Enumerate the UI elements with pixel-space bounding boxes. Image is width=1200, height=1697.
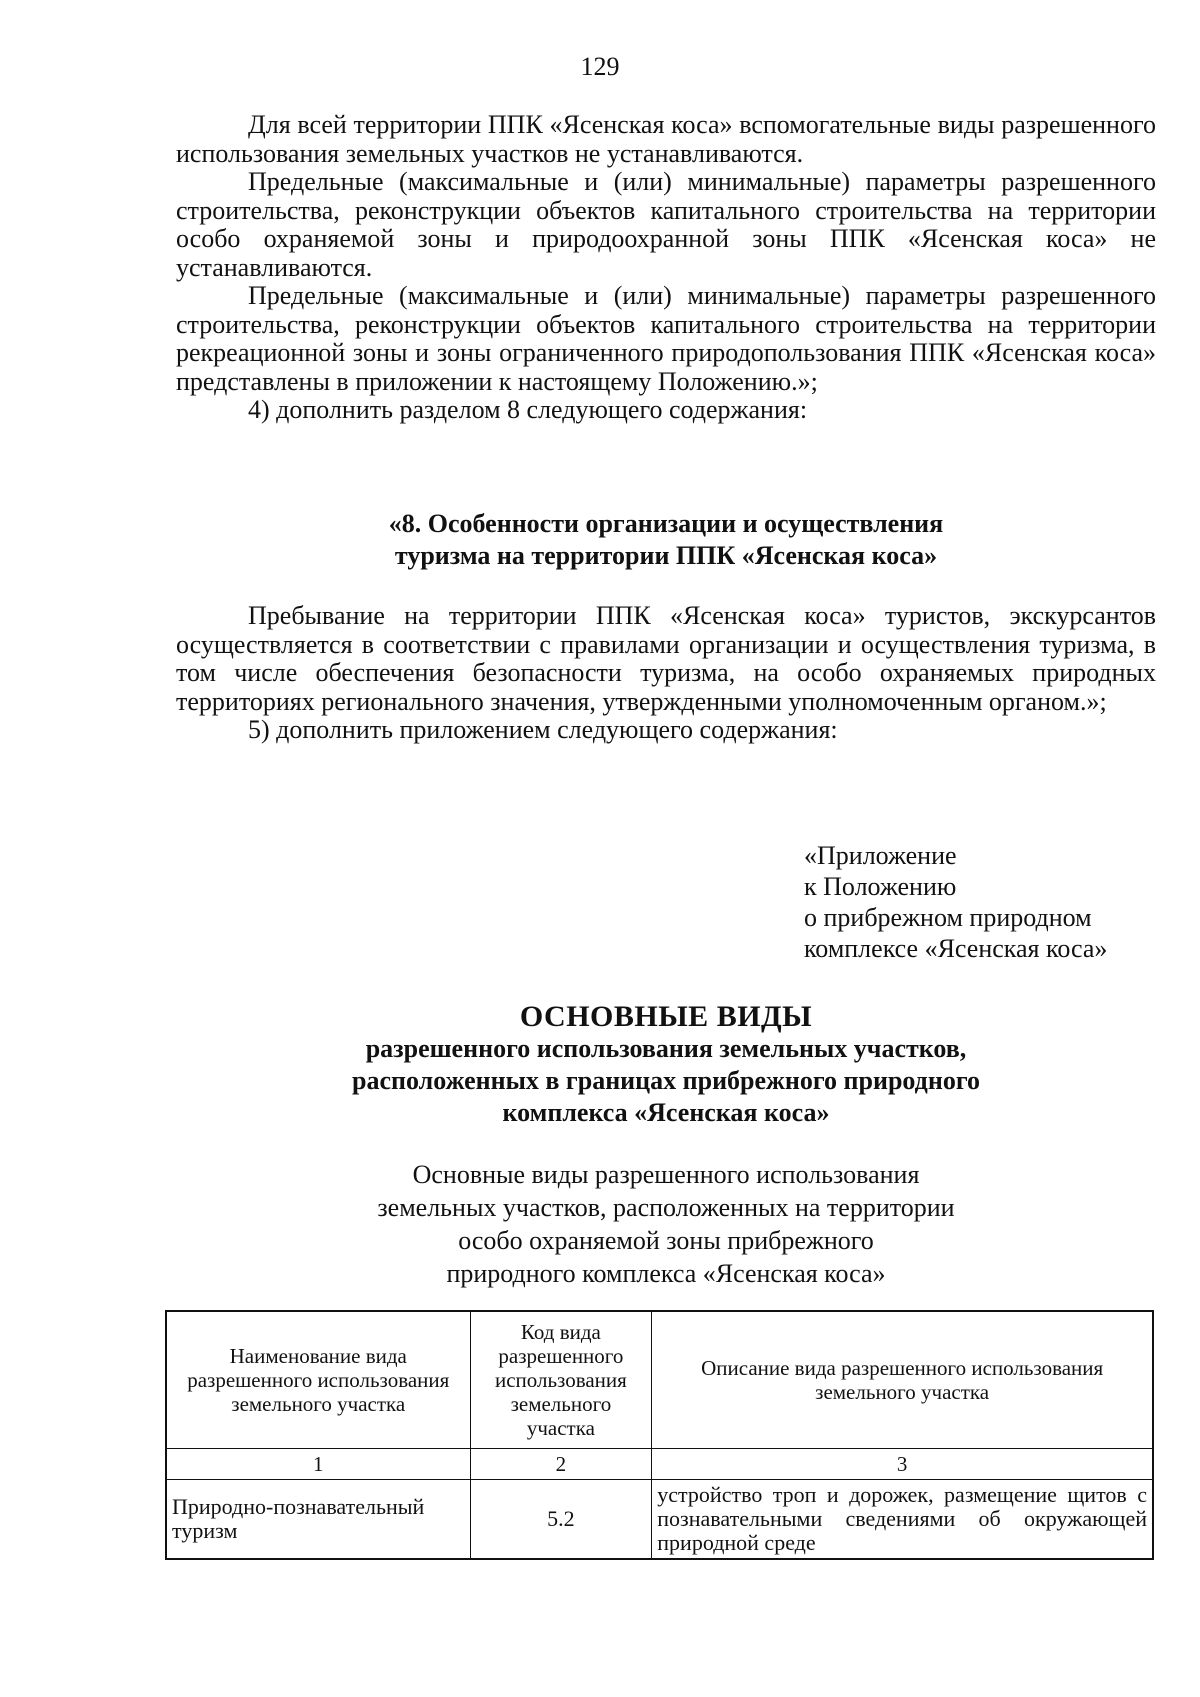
paragraph-amend-appendix: 5) дополнить приложением следующего содержания: bbox=[248, 715, 838, 744]
section-heading-line-1: «8. Особенности организации и осуществления bbox=[388, 509, 944, 538]
caption-line-2: земельных участков, расположенных на территории bbox=[377, 1193, 955, 1222]
paragraph-tourism-rules: Пребывание на территории ППК «Ясенская коса» туристов, экскурсантов осуществляется в соответствии с правилами организации и осуществления туризма, в том числе обеспечения безопасности туризма, на особо охраняемых природных территориях регионального значения, утвержденными уполномоченным органом.»; bbox=[176, 601, 1156, 716]
use-code-cell: 5.2 bbox=[470, 1479, 652, 1559]
column-number: 3 bbox=[652, 1448, 1153, 1479]
paragraph-amend-section-8: 4) дополнить разделом 8 следующего содержания: bbox=[248, 395, 808, 424]
caption-line-4: природного комплекса «Ясенская коса» bbox=[446, 1259, 886, 1288]
column-number-row bbox=[166, 1448, 1153, 1479]
paragraphs-top bbox=[176, 111, 1156, 425]
header-code: Код вида разрешенного использования земельного участка bbox=[470, 1311, 652, 1448]
main-title-line-1: ОСНОВНЫЕ ВИДЫ bbox=[519, 1000, 813, 1033]
paragraph-limits-recreational-zone: Предельные (максимальные и (или) минимальные) параметры разрешенного строительства, реконструкции объектов капитального строительства на территории рекреационной зоны и зоны ограниченного природопользования ППК «Ясенская коса» представлены в приложении к настоящему Положению.»; bbox=[176, 281, 1156, 396]
appendix-ref-line-3: о прибрежном природном bbox=[804, 903, 1092, 932]
header-name: Наименование вида разрешенного использования земельного участка bbox=[166, 1311, 470, 1448]
column-number: 2 bbox=[470, 1448, 652, 1479]
main-title-line-2: разрешенного использования земельных участков, bbox=[365, 1034, 967, 1063]
use-name-cell: Природно-познавательный туризм bbox=[166, 1479, 470, 1559]
paragraph-auxiliary-uses: Для всей территории ППК «Ясенская коса» вспомогательные виды разрешенного использования земельных участков не устанавливаются. bbox=[176, 110, 1156, 168]
appendix-reference bbox=[804, 840, 1107, 964]
section-heading-line-2: туризма на территории ППК «Ясенская коса» bbox=[394, 541, 938, 570]
section-8-heading bbox=[176, 508, 1156, 572]
header-description: Описание вида разрешенного использования земельного участка bbox=[652, 1311, 1153, 1448]
appendix-ref-line-2: к Положению bbox=[804, 872, 957, 901]
main-title-line-3: расположенных в границах прибрежного природного bbox=[352, 1066, 980, 1095]
paragraph-limits-protected-zone: Предельные (максимальные и (или) минимальные) параметры разрешенного строительства, реконструкции объектов капитального строительства на территории особо охраняемой зоны и природоохранной зоны ППК «Ясенская коса» не устанавливаются. bbox=[176, 167, 1156, 282]
caption-line-1: Основные виды разрешенного использования bbox=[412, 1160, 920, 1189]
paragraphs-middle bbox=[176, 602, 1156, 745]
appendix-ref-line-4: комплексе «Ясенская коса» bbox=[804, 934, 1108, 963]
table-row bbox=[166, 1479, 1153, 1559]
page-number: 129 bbox=[580, 52, 620, 81]
caption-line-3: особо охраняемой зоны прибрежного bbox=[458, 1226, 874, 1255]
table-header-row bbox=[166, 1311, 1153, 1448]
main-title bbox=[176, 1001, 1156, 1129]
column-number: 1 bbox=[166, 1448, 470, 1479]
table-caption bbox=[176, 1158, 1156, 1290]
permitted-uses-table bbox=[165, 1310, 1154, 1560]
use-description-cell: устройство троп и дорожек, размещение щитов с познавательными сведениями об окружающей природной среде bbox=[652, 1479, 1153, 1559]
appendix-ref-line-1: «Приложение bbox=[804, 841, 957, 870]
main-title-line-4: комплекса «Ясенская коса» bbox=[502, 1098, 830, 1127]
